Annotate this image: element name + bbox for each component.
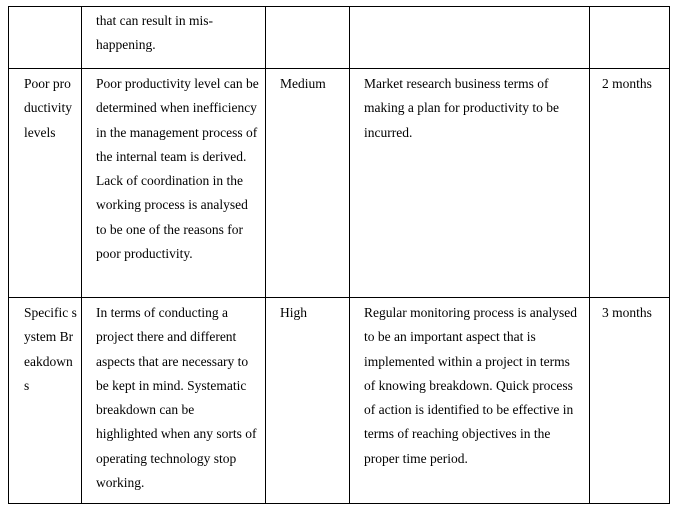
risk-cell xyxy=(9,7,82,69)
mitigation-cell xyxy=(350,7,590,69)
level-text: High xyxy=(280,305,307,320)
description-text: In terms of conducting a project there and different aspects that are necessary to be kept in mind. Systematic breakdown can be highlighted when any sorts of operating technology stop working. xyxy=(96,305,257,491)
risk-cell xyxy=(9,69,82,298)
table-row xyxy=(9,298,670,504)
mitigation-cell xyxy=(350,69,590,298)
level-text: Medium xyxy=(280,76,326,91)
timeline-text: 3 months xyxy=(602,305,652,320)
risk-cell xyxy=(9,298,82,504)
mitigation-text: Regular monitoring process is analysed to be an important aspect that is implemented within a project in terms of knowing breakdown. Quick process of action is identified to be effective in terms of reaching objectives in the proper time period. xyxy=(364,305,577,466)
risk-text xyxy=(9,7,81,9)
description-cell xyxy=(82,69,266,298)
description-cell xyxy=(82,7,266,69)
level-text xyxy=(266,7,349,9)
description-text: Poor productivity level can be determined when inefficiency in the management process of the internal team is derived. Lack of coordination in the working process is analysed to be one of the reasons for poor productivity. xyxy=(96,76,259,262)
mitigation-text xyxy=(350,7,589,9)
risk-text: Specific system Breakdowns xyxy=(24,305,77,393)
description-text: that can result in mis-happening. xyxy=(96,13,213,53)
timeline-text xyxy=(590,7,669,9)
description-cell xyxy=(82,298,266,504)
risk-table xyxy=(8,6,670,504)
timeline-cell xyxy=(590,69,670,298)
mitigation-text: Market research business terms of making a plan for productivity to be incurred. xyxy=(364,76,559,140)
level-cell xyxy=(266,7,350,69)
level-cell xyxy=(266,298,350,504)
risk-text: Poor productivity levels xyxy=(24,76,72,140)
timeline-cell xyxy=(590,298,670,504)
mitigation-cell xyxy=(350,298,590,504)
table-row xyxy=(9,7,670,69)
timeline-cell xyxy=(590,7,670,69)
table-row xyxy=(9,69,670,298)
timeline-text: 2 months xyxy=(602,76,652,91)
level-cell xyxy=(266,69,350,298)
